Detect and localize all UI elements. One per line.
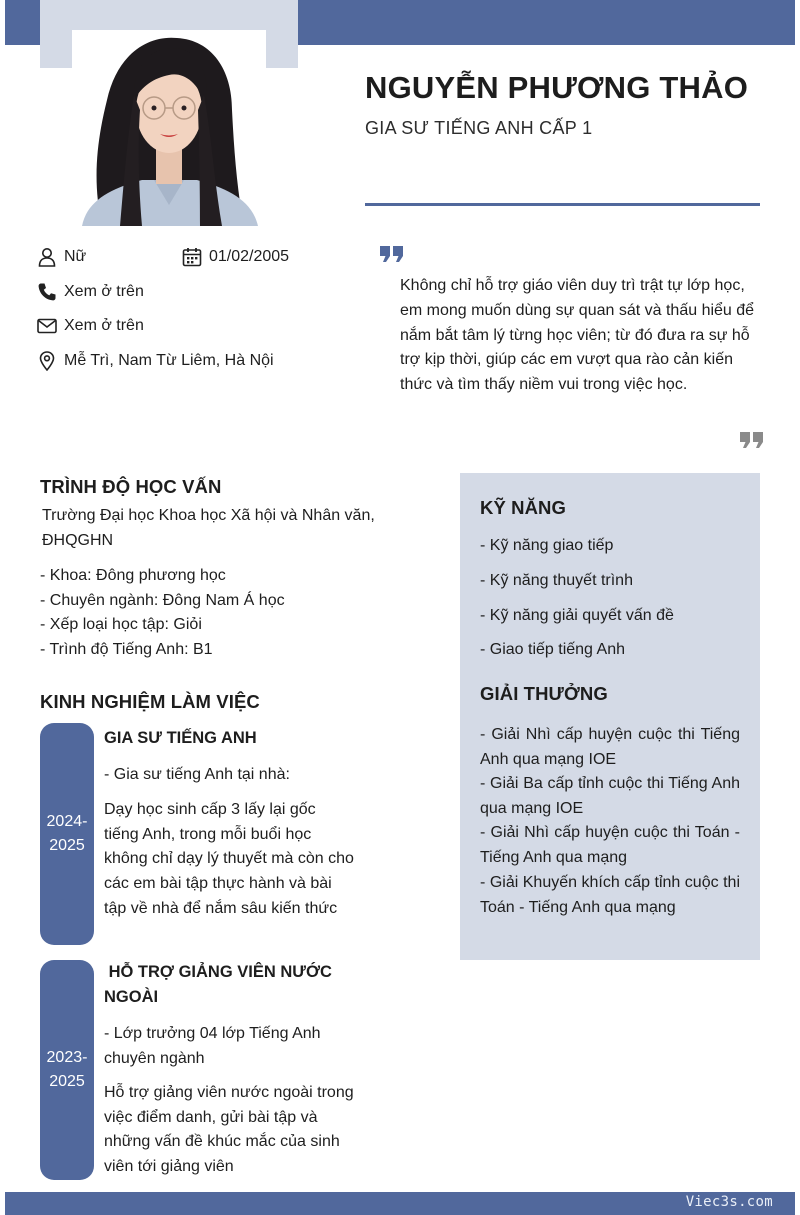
birthday-text: 01/02/2005 xyxy=(209,248,290,265)
birthday-row xyxy=(182,247,289,267)
experience-title: KINH NGHIỆM LÀM VIỆC xyxy=(40,691,260,712)
job-title: GIA SƯ TIẾNG ANH CẤP 1 xyxy=(365,118,593,138)
award-item: - Giải Nhì cấp huyện cuộc thi Tiếng Anh qua mạng IOE xyxy=(480,726,740,768)
education-detail-item: - Chuyên ngành: Đông Nam Á học xyxy=(40,591,285,609)
experience-subtitle: - Gia sư tiếng Anh tại nhà: xyxy=(104,766,290,783)
address-text: Mễ Trì, Nam Từ Liêm, Hà Nội xyxy=(64,352,274,369)
awards-title: GIẢI THƯỞNG xyxy=(480,683,608,704)
mail-icon xyxy=(37,316,57,336)
education-detail-item: - Trình độ Tiếng Anh: B1 xyxy=(40,640,213,658)
phone-row xyxy=(37,282,144,302)
email-row xyxy=(37,316,144,336)
award-item: - Giải Nhì cấp huyện cuộc thi Toán - Tiếng Anh qua mạng xyxy=(480,824,740,866)
profile-name: NGUYỄN PHƯƠNG THẢO xyxy=(365,70,749,105)
skill-item: - Giao tiếp tiếng Anh xyxy=(480,641,625,658)
skills-title: KỸ NĂNG xyxy=(480,497,567,518)
award-item: - Giải Khuyến khích cấp tỉnh cuộc thi Toán - Tiếng Anh qua mạng xyxy=(480,874,740,916)
map-pin-icon xyxy=(37,351,57,371)
experience-subtitle: - Lớp trưởng 04 lớp Tiếng Anh chuyên ngành xyxy=(104,1025,321,1067)
email-text: Xem ở trên xyxy=(64,317,144,334)
education-detail-item: - Xếp loại học tập: Giỏi xyxy=(40,616,202,634)
objective-text: Không chỉ hỗ trợ giáo viên duy trì trật tự lớp học, em mong muốn dùng sự quan sát và thấu hiểu để nắm bắt tâm lý từng học viên; từ đó đưa ra sự hỗ trợ kịp thời, giúp các em vượt qua rào cản kiến thức và tìm thấy niềm vui trong việc học. xyxy=(400,277,755,394)
experience-period-badge xyxy=(40,723,94,945)
quote-close-icon xyxy=(740,432,764,453)
skill-item: - Kỹ năng giải quyết vấn đề xyxy=(480,607,674,624)
footer-bar xyxy=(5,1192,795,1215)
experience-role: HỖ TRỢ GIẢNG VIÊN NƯỚC NGOÀI xyxy=(104,963,337,1006)
award-item: - Giải Ba cấp tỉnh cuộc thi Tiếng Anh qua mạng IOE xyxy=(480,775,740,817)
title-divider xyxy=(365,203,760,206)
skill-item: - Kỹ năng thuyết trình xyxy=(480,572,633,589)
experience-period: 2023- 2025 xyxy=(46,1048,88,1090)
footer-site: Viec3s.com xyxy=(685,1194,773,1210)
gender-text: Nữ xyxy=(64,248,87,265)
quote-icon xyxy=(380,246,404,267)
experience-description: Hỗ trợ giảng viên nước ngoài trong việc điểm danh, gửi bài tập và những vấn đề khúc mắc của sinh viên tới giảng viên xyxy=(104,1084,354,1176)
experience-role: GIA SƯ TIẾNG ANH xyxy=(104,729,257,747)
profile-photo xyxy=(72,30,266,226)
education-school: Trường Đại học Khoa học Xã hội và Nhân văn, ĐHQGHN xyxy=(42,507,375,549)
address-row xyxy=(37,351,274,371)
education-title: TRÌNH ĐỘ HỌC VẤN xyxy=(40,476,222,497)
experience-period-badge xyxy=(40,960,94,1180)
phone-text: Xem ở trên xyxy=(64,283,144,300)
experience-period: 2024- 2025 xyxy=(46,812,88,854)
education-details xyxy=(40,564,400,662)
skill-item: - Kỹ năng giao tiếp xyxy=(480,537,614,554)
education-detail-item: - Khoa: Đông phương học xyxy=(40,567,226,584)
calendar-icon xyxy=(182,247,202,267)
experience-description: Dạy học sinh cấp 3 lấy lại gốc tiếng Anh, trong mỗi buổi học không chỉ dạy lý thuyết mà còn cho các em bài tập thực hành và bài tập về nhà để nắm sâu kiến thức xyxy=(104,801,354,917)
phone-icon xyxy=(37,282,57,302)
gender-row xyxy=(37,247,86,267)
user-icon xyxy=(37,247,57,267)
